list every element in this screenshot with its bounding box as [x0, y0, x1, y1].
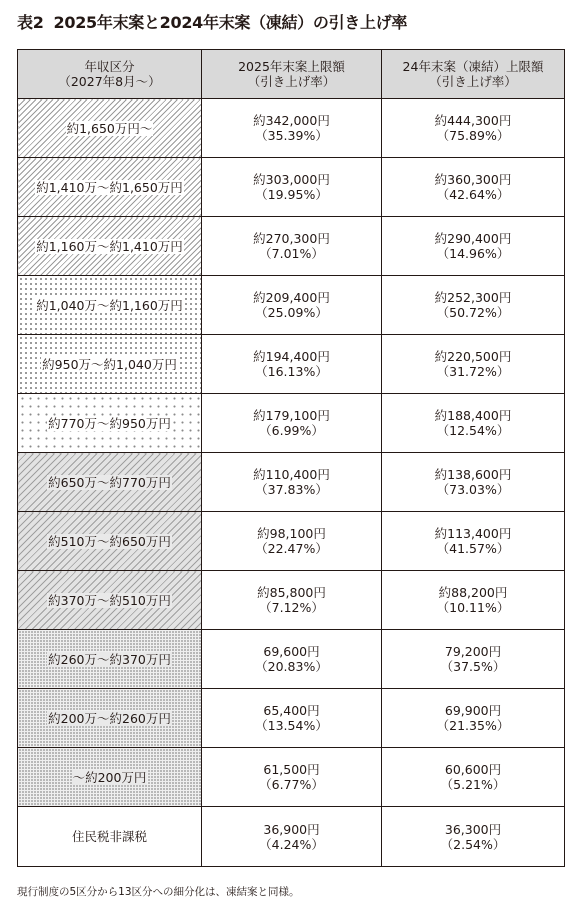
- increase-rate: （7.01%）: [259, 246, 324, 261]
- cap-amount: 約88,200円: [438, 585, 508, 600]
- cap-amount: 約270,300円: [253, 231, 330, 246]
- table-row: [18, 748, 565, 807]
- plan-2025-cell: [202, 335, 382, 394]
- footnote: 現行制度の5区分から13区分への細分化は、凍結案と同様。: [17, 886, 300, 898]
- income-bracket-cell: [18, 689, 202, 748]
- cap-amount: 61,500円: [263, 762, 320, 777]
- income-bracket-label: 約770万～約950万円: [48, 415, 171, 431]
- cap-amount: 約444,300円: [434, 113, 512, 128]
- plan-2024-cell: [382, 453, 565, 512]
- increase-rate: （37.83%）: [255, 482, 328, 497]
- table-row: [18, 99, 565, 158]
- plan-2025-cell: [202, 807, 382, 867]
- cap-amount: 65,400円: [263, 703, 320, 718]
- increase-rate: （2.54%）: [440, 836, 506, 852]
- plan-2025-cell: [202, 630, 382, 689]
- increase-rate: （12.54%）: [436, 423, 510, 438]
- cap-amount: 36,300円: [444, 821, 502, 837]
- cap-amount: 約113,400円: [434, 526, 512, 541]
- plan-2025-cell: [202, 453, 382, 512]
- plan-2024-cell: [382, 99, 565, 158]
- increase-rate: （5.21%）: [440, 777, 506, 792]
- increase-rate: （7.12%）: [259, 600, 324, 615]
- comparison-table: [17, 49, 565, 867]
- increase-rate: （25.09%）: [255, 305, 328, 320]
- header-line: 24年末案（凍結）上限額: [402, 59, 544, 74]
- income-bracket-label: 約260万～約370万円: [48, 651, 171, 667]
- increase-rate: （21.35%）: [436, 718, 510, 733]
- income-bracket-cell: [18, 748, 202, 807]
- income-bracket-label: 約200万～約260万円: [48, 710, 171, 726]
- plan-2025-cell: [202, 512, 382, 571]
- increase-rate: （6.77%）: [259, 777, 324, 792]
- table-header-row: [18, 50, 565, 99]
- table-row: [18, 571, 565, 630]
- income-bracket-cell: [18, 276, 202, 335]
- increase-rate: （42.64%）: [436, 187, 510, 202]
- income-bracket-cell: [18, 630, 202, 689]
- header-2025-plan: [202, 50, 382, 99]
- income-bracket-cell: [18, 571, 202, 630]
- cap-amount: 79,200円: [444, 644, 502, 659]
- cap-amount: 約252,300円: [434, 290, 512, 305]
- plan-2024-cell: [382, 276, 565, 335]
- header-line: （2027年8月～）: [58, 74, 161, 89]
- income-bracket-cell: [18, 512, 202, 571]
- plan-2024-cell: [382, 512, 565, 571]
- increase-rate: （75.89%）: [436, 128, 510, 143]
- plan-2025-cell: [202, 158, 382, 217]
- cap-amount: 約98,100円: [257, 526, 326, 541]
- income-bracket-label: 約950万～約1,040万円: [42, 356, 177, 372]
- table-title: [17, 10, 407, 33]
- cap-amount: 約220,500円: [434, 349, 512, 364]
- cap-amount: 約138,600円: [434, 467, 512, 482]
- plan-2025-cell: [202, 217, 382, 276]
- header-line: 2025年末案上限額: [238, 59, 345, 74]
- cap-amount: 69,600円: [263, 644, 320, 659]
- plan-2024-cell: [382, 748, 565, 807]
- increase-rate: （10.11%）: [436, 600, 510, 615]
- income-bracket-cell: [18, 99, 202, 158]
- table-row: [18, 394, 565, 453]
- increase-rate: （37.5%）: [440, 659, 506, 674]
- header-income-bracket: [18, 50, 202, 99]
- plan-2025-cell: [202, 394, 382, 453]
- income-bracket-cell: [18, 453, 202, 512]
- table-row: [18, 689, 565, 748]
- plan-2025-cell: [202, 748, 382, 807]
- increase-rate: （13.54%）: [255, 718, 328, 733]
- plan-2025-cell: [202, 571, 382, 630]
- income-bracket-cell: [18, 158, 202, 217]
- table-row: [18, 807, 565, 867]
- increase-rate: （19.95%）: [255, 187, 328, 202]
- income-bracket-cell: [18, 394, 202, 453]
- income-bracket-label: 約1,040万～約1,160万円: [36, 297, 183, 313]
- income-bracket-label: 住民税非課税: [71, 829, 147, 844]
- cap-amount: 約303,000円: [253, 172, 330, 187]
- cap-amount: 約179,100円: [253, 408, 330, 423]
- cap-amount: 約188,400円: [434, 408, 512, 423]
- table-title-text: 2025年末案と2024年末案（凍結）の引き上げ率: [53, 13, 408, 32]
- cap-amount: 約290,400円: [434, 231, 512, 246]
- plan-2024-cell: [382, 158, 565, 217]
- plan-2025-cell: [202, 689, 382, 748]
- income-bracket-label: 約1,410万～約1,650万円: [36, 179, 183, 195]
- plan-2025-cell: [202, 276, 382, 335]
- increase-rate: （16.13%）: [255, 364, 328, 379]
- cap-amount: 約360,300円: [434, 172, 512, 187]
- income-bracket-cell: [18, 217, 202, 276]
- increase-rate: （4.24%）: [259, 836, 324, 852]
- cap-amount: 約85,800円: [257, 585, 326, 600]
- increase-rate: （41.57%）: [436, 541, 510, 556]
- cap-amount: 69,900円: [444, 703, 502, 718]
- table-row: [18, 276, 565, 335]
- cap-amount: 約110,400円: [253, 467, 330, 482]
- plan-2024-cell: [382, 689, 565, 748]
- increase-rate: （22.47%）: [255, 541, 328, 556]
- plan-2024-cell: [382, 807, 565, 867]
- increase-rate: （20.83%）: [255, 659, 328, 674]
- income-bracket-cell: [18, 335, 202, 394]
- income-bracket-label: 約650万～約770万円: [48, 474, 171, 490]
- cap-amount: 60,600円: [444, 762, 502, 777]
- header-line: （引き上げ率）: [429, 74, 517, 89]
- cap-amount: 約342,000円: [253, 113, 330, 128]
- increase-rate: （73.03%）: [436, 482, 510, 497]
- cap-amount: 約209,400円: [253, 290, 330, 305]
- income-bracket-label: 約1,650万円～: [66, 120, 153, 136]
- table-row: [18, 335, 565, 394]
- cap-amount: 36,900円: [263, 821, 320, 837]
- header-line: 年収区分: [84, 59, 135, 74]
- increase-rate: （31.72%）: [436, 364, 510, 379]
- plan-2024-cell: [382, 217, 565, 276]
- plan-2024-cell: [382, 571, 565, 630]
- cap-amount: 約194,400円: [253, 349, 330, 364]
- table-number: 表2: [17, 13, 44, 32]
- header-2024-plan: [382, 50, 565, 99]
- plan-2024-cell: [382, 394, 565, 453]
- header-line: （引き上げ率）: [247, 74, 336, 89]
- plan-2024-cell: [382, 630, 565, 689]
- table-row: [18, 630, 565, 689]
- income-bracket-cell: [18, 807, 202, 867]
- increase-rate: （50.72%）: [436, 305, 510, 320]
- increase-rate: （14.96%）: [436, 246, 510, 261]
- increase-rate: （35.39%）: [255, 128, 328, 143]
- income-bracket-label: 約510万～約650万円: [48, 533, 171, 549]
- table-row: [18, 512, 565, 571]
- income-bracket-label: ～約200万円: [72, 769, 147, 785]
- plan-2025-cell: [202, 99, 382, 158]
- income-bracket-label: 約370万～約510万円: [48, 592, 171, 608]
- plan-2024-cell: [382, 335, 565, 394]
- table-row: [18, 158, 565, 217]
- table-row: [18, 453, 565, 512]
- increase-rate: （6.99%）: [259, 423, 324, 438]
- table-row: [18, 217, 565, 276]
- income-bracket-label: 約1,160万～約1,410万円: [36, 238, 183, 254]
